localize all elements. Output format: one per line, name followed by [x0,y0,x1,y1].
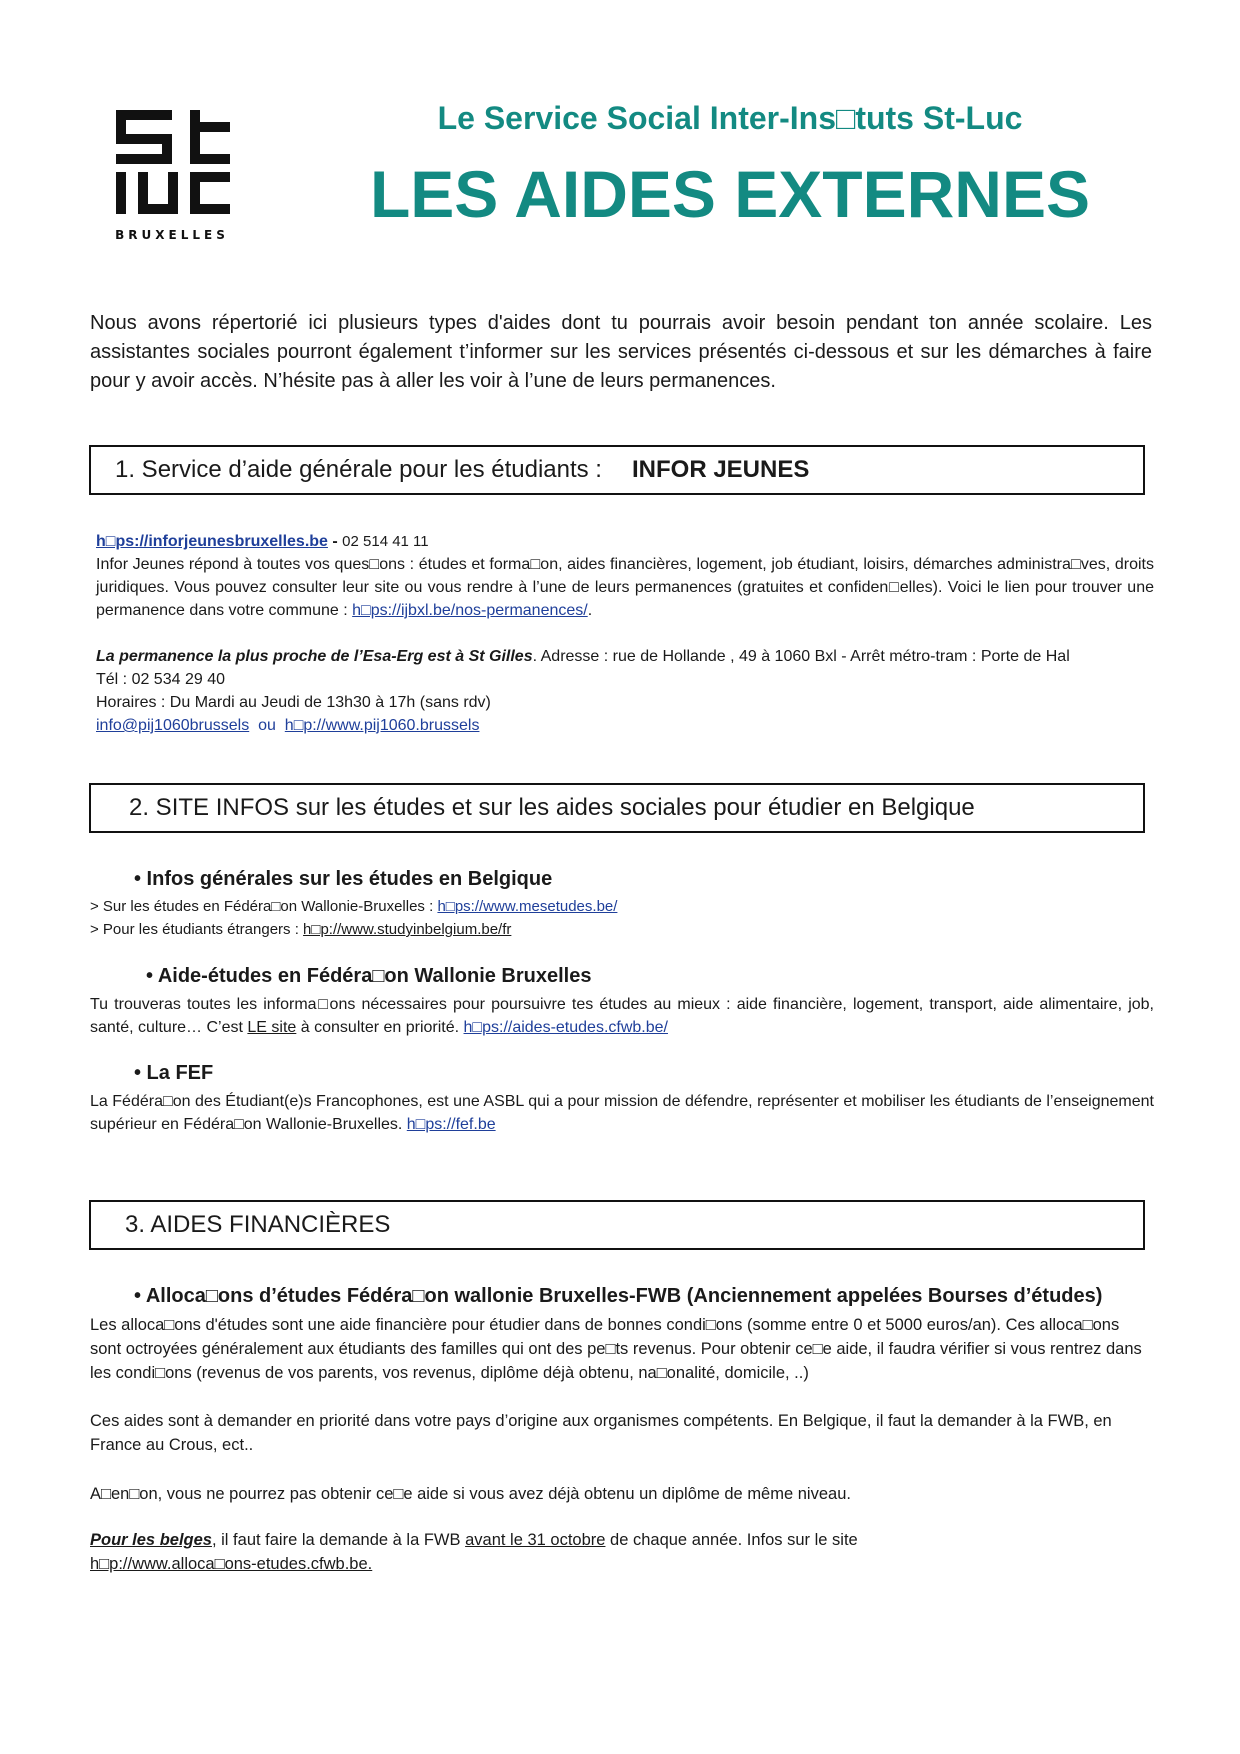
page-title: LES AIDES EXTERNES [369,157,1091,231]
section-2-bullet-1-title: • Infos générales sur les études en Belgique [134,868,553,890]
section-1-description-text: Infor Jeunes répond à toutes vos ques□ons : études et forma□on, aides financières, logement, job étudiant, loisirs, démarches administra□ves, droits juridiques. Vous pouvez consulter leur site ou vous rendre à l’une de leurs permanences (gratuites et confiden□elles). Voici le lien pour trouver une permanence dans votre commune : [96,556,1154,619]
inforjeunes-phone: 02 514 41 11 [342,533,429,550]
section-3-heading-text: 3. AIDES FINANCIÈRES [125,1211,391,1238]
section-2-bullet-3-text [90,1090,1154,1136]
deadline: avant le 31 octobre [465,1531,606,1549]
aide-etudes-text-2: à consulter en priorité. [296,1019,464,1036]
permanence-contacts [96,714,479,737]
section-1-contact-line [96,530,1154,553]
permanence-tel: Tél : 02 534 29 40 [96,671,225,688]
section-3-paragraph-3: A□en□on, vous ne pourrez pas obtenir ce□e aide si vous avez déjà obtenu un diplôme de même niveau. [90,1485,851,1503]
section-1-description [96,553,1154,622]
studyinbelgium-label: > Pour les étudiants étrangers : [90,921,304,938]
inforjeunes-link[interactable]: h□ps://inforjeunesbruxelles.be [96,533,328,550]
section-2-bullet-3-title: • La FEF [134,1062,214,1084]
mesetudes-link[interactable]: h□ps://www.mesetudes.be/ [437,898,618,915]
aides-etudes-link[interactable]: h□ps://aides-etudes.cfwb.be/ [463,1019,668,1036]
section-2-bullet-1-line-1 [90,895,617,918]
section-2-heading-text: 2. SITE INFOS sur les études et sur les aides sociales pour étudier en Belgique [129,794,975,821]
st-luc-logo-icon [92,92,252,222]
contacts-or: ou [249,717,285,734]
p4-text-b: de chaque année. Infos sur le site [605,1531,858,1549]
permanences-link[interactable]: h□ps://ijbxl.be/nos-permanences/ [352,602,588,619]
section-3-paragraph-2: Ces aides sont à demander en priorité dans votre pays d’origine aux organismes compétents. En Belgique, il faut la demander à la FWB, en France au Crous, ect.. [90,1412,1112,1454]
permanences-end: . [587,602,593,619]
st-luc-logo [92,92,252,252]
section-3-heading [89,1200,1145,1250]
section-2-bullet-2-text [90,993,1154,1039]
aide-etudes-text: Tu trouveras toutes les informa□ons nécessaires pour poursuivre tes études au mieux : aide financière, logement, transport, aide alimentaire, job, santé, culture… C’est [90,996,1154,1036]
nearest-permanence [96,645,1154,668]
section-2-heading [89,783,1145,833]
nearest-permanence-label: La permanence la plus proche de l’Esa-Erg est à St Gilles [96,648,533,665]
permanence-website-link[interactable]: h□p://www.pij1060.brussels [284,717,480,734]
section-1-heading-strong: INFOR JEUNES [631,456,810,483]
section-2-bullet-1-line-2 [90,918,511,941]
p4-text-a: , il faut faire la demande à la FWB [211,1531,466,1549]
pour-les-belges: Pour les belges [90,1531,212,1549]
permanence-email-link[interactable]: info@pij1060brussels [96,717,250,734]
studyinbelgium-link[interactable]: h□p://www.studyinbelgium.be/fr [303,921,512,938]
fef-text: La Fédéra□on des Étudiant(e)s Francophones, est une ASBL qui a pour mission de défendre, représenter et mobiliser les étudiants de l’enseignement supérieur en Fédéra□on Wallonie-Bruxelles. [90,1093,1154,1133]
intro-paragraph: Nous avons répertorié ici plusieurs types d'aides dont tu pourrais avoir besoin pendant ton année scolaire. Les assistantes sociales pourront également t’informer sur les services présentés ci-dessous et sur les démarches à faire pour y avoir accès. N’hésite pas à aller les voir à l’une de leurs permanences. [90,312,1152,392]
contact-separator: - [327,533,343,550]
permanence-hours: Horaires : Du Mardi au Jeudi de 13h30 à 17h (sans rdv) [96,694,491,711]
section-3-paragraph-4 [90,1528,1154,1576]
section-1-heading [89,445,1145,495]
mesetudes-label: > Sur les études en Fédéra□on Wallonie-Bruxelles : [90,898,438,915]
section-3-paragraph-1: Les alloca□ons d'études sont une aide financière pour étudier dans de bonnes condi□ons (somme entre 0 et 5000 euros/an). Ces alloca□ons sont octroyées généralement aux étudiants des familles qui ont des pe□ts revenus. Pour obtenir ce□e aide, il faudra vérifier si vous rentrez dans les condi□ons (revenus de vos parents, vos revenus, diplôme déjà obtenu, na□onalité, domicile, ..) [90,1316,1142,1382]
le-site-emphasis: LE site [247,1019,297,1036]
logo-word: BRUXELLES [115,228,229,242]
section-1-heading-text: 1. Service d’aide générale pour les étudiants : [115,456,602,483]
allocations-link[interactable]: h□p://www.alloca□ons-etudes.cfwb.be. [90,1555,373,1573]
fef-link[interactable]: h□ps://fef.be [406,1116,496,1133]
section-3-bullet-1-title: • Alloca□ons d’études Fédéra□on wallonie Bruxelles-FWB (Anciennement appelées Bourses d’études) [134,1285,1103,1307]
header-subtitle: Le Service Social Inter-Ins□tuts St-Luc [437,100,1023,136]
nearest-permanence-address: . Adresse : rue de Hollande , 49 à 1060 Bxl - Arrêt métro-tram : Porte de Hal [532,648,1070,665]
section-2-bullet-2-title: • Aide-études en Fédéra□on Wallonie Bruxelles [146,965,592,987]
